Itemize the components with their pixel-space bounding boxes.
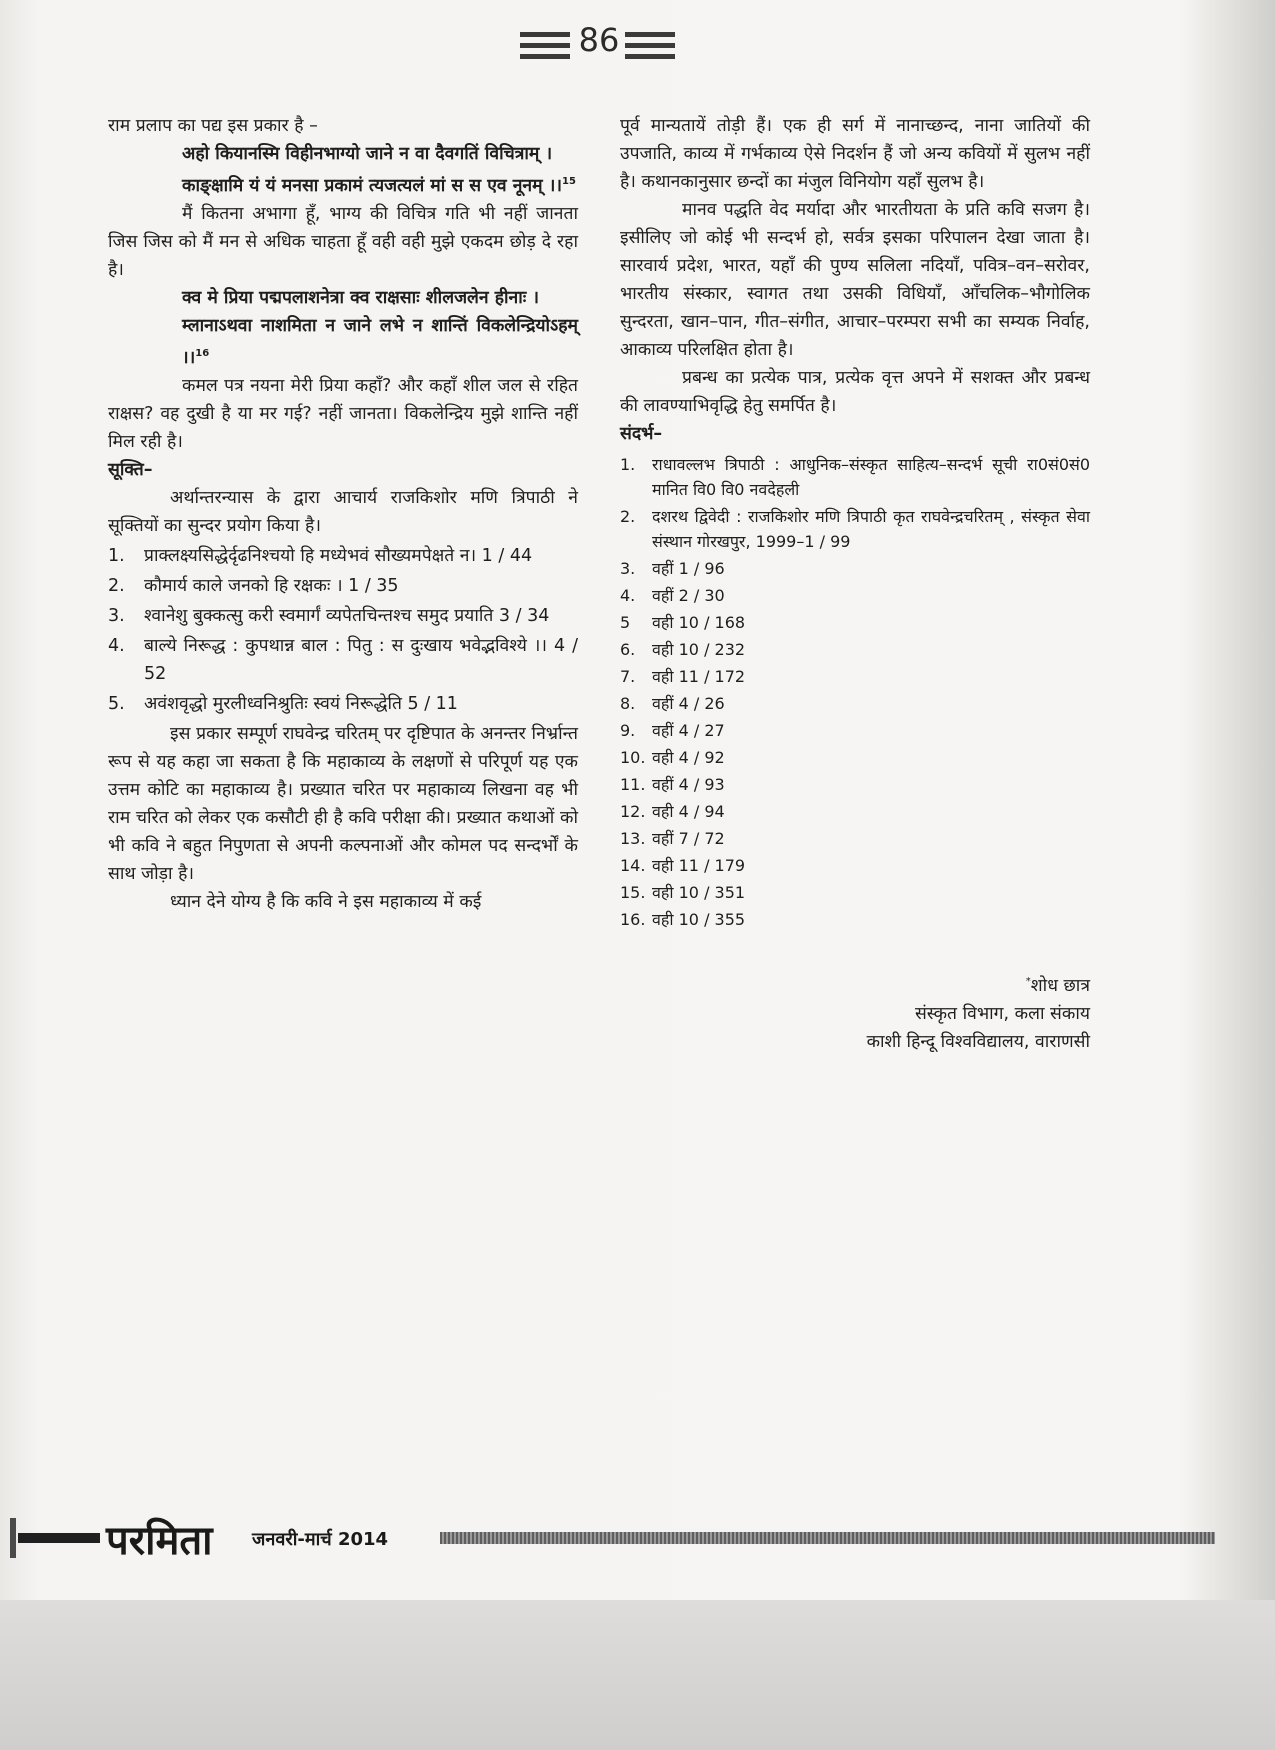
page-footer [0, 1515, 1230, 1565]
paragraph: प्रबन्ध का प्रत्येक पात्र, प्रत्येक वृत्त अपने में सशक्त और प्रबन्ध की लावण्याभिवृद्धि हेतु समर्पित है। [620, 368, 1090, 416]
footnote-ref: 16 [195, 347, 210, 359]
paragraph: अर्थान्तरन्यास के द्वारा आचार्य राजकिशोर मणि त्रिपाठी ने सूक्तियों का सुन्दर प्रयोग किया है। [108, 487, 578, 536]
ref-text: वही 10 / 232 [652, 640, 746, 659]
author-department: संस्कृत विभाग, कला संकाय [914, 1003, 1090, 1024]
sayings-list [108, 542, 578, 718]
ref-number: 5 [620, 613, 631, 632]
reference-item [620, 880, 1090, 905]
paragraph: पूर्व मान्यतायें तोड़ी हैं। एक ही सर्ग में नानाच्छन्द, नाना जातियों की उपजाति, काव्य में गर्भकाव्य ऐसे निदर्शन हैं जो अन्य कवियों में सुलभ नहीं है। कथानकानुसार छन्दों का मंजुल विनियोग यहाँ सुलभ है। [620, 116, 1090, 192]
author-block [620, 968, 1090, 1056]
ref-number: 13. [620, 829, 646, 848]
ref-number: 3. [620, 559, 636, 578]
ref-number: 9. [620, 721, 636, 740]
page-header [515, 18, 675, 68]
left-column [108, 112, 578, 916]
scan-shadow [0, 1600, 1275, 1750]
ref-text: वहीं 2 / 30 [652, 586, 725, 605]
list-number: 5. [108, 693, 125, 714]
issue-date: जनवरी-मार्च 2014 [252, 1529, 389, 1550]
verse-line: अहो कियानस्मि विहीनभाग्यो जाने न वा दैवगतिं विचित्राम् । [182, 144, 553, 164]
ref-text: वही 10 / 351 [652, 883, 746, 902]
page-number: 86 [578, 21, 620, 59]
verse-line [108, 312, 578, 372]
list-number: 1. [108, 545, 125, 566]
verse-line: क्व मे प्रिया पद्मपलाशनेत्रा क्व राक्षसाः शीलजलेन हीनाः । [182, 287, 540, 308]
list-item [108, 690, 578, 718]
ref-text: वहीं 4 / 26 [652, 694, 725, 713]
list-item [108, 632, 578, 688]
reference-item [620, 772, 1090, 797]
reference-item [620, 504, 1090, 554]
ref-number: 4. [620, 586, 636, 605]
list-item [108, 572, 578, 600]
ref-text: दशरथ द्विवेदी : राजकिशोर मणि त्रिपाठी कृत राघवेन्द्रचरितम् , संस्कृत सेवा संस्थान गोरखपुर, 1999–1 / 99 [652, 507, 1090, 551]
footer-rule-left [18, 1533, 100, 1543]
author-mark: * [1025, 976, 1031, 987]
paragraph: मानव पद्धति वेद मर्यादा और भारतीयता के प्रति कवि सजग है। इसीलिए जो कोई भी सन्दर्भ हो, सर्वत्र इसका परिपालन देखा जाता है। सारवार्य प्रदेश, भारत, यहाँ की पुण्य सलिला नदियाँ, पवित्र–वन–सरोवर, भारतीय संस्कार, स्वागत तथा उसकी विधियाँ, आँचलिक–भौगोलिक सुन्दरता, खान–पान, गीत–संगीत, आचार–परम्परा सभी का सम्यक निर्वाह, आकाव्य परिलक्षित होता है। [620, 200, 1090, 360]
reference-item [620, 691, 1090, 716]
ref-text: वही 4 / 94 [652, 802, 725, 821]
ref-number: 12. [620, 802, 646, 821]
verse-translation: कमल पत्र नयना मेरी प्रिया कहाँ? और कहाँ शील जल से रहित राक्षस? वह दुखी है या मर गई? नहीं जानता। विकलेन्द्रिय मुझे शान्ति नहीं मिल रही है। [108, 375, 578, 452]
verse-text: म्लानाऽथवा नाशमिता न जाने लभे न शान्तिं विकलेन्द्रियोऽहम् ।। [182, 315, 578, 368]
reference-item [620, 907, 1090, 932]
ref-text: वही 11 / 179 [652, 856, 746, 875]
reference-item [620, 664, 1090, 689]
reference-item [620, 853, 1090, 878]
verse-line [108, 168, 578, 200]
author-role-text: शोध छात्र [1030, 975, 1090, 996]
verse-text: काङ्क्षामि यं यं मनसा प्रकामं त्यजत्यलं मां स स एव नूनम् ।। [182, 175, 562, 196]
reference-item [620, 583, 1090, 608]
list-number: 3. [108, 605, 125, 626]
list-text: अवंशवृद्धो मुरलीध्वनिश्रुतिः स्वयं निरूद्धेति 5 / 11 [144, 693, 458, 714]
ref-number: 15. [620, 883, 646, 902]
ref-text: वहीं 4 / 27 [652, 721, 725, 740]
journal-name: परमिता [106, 1518, 213, 1564]
reference-item [620, 637, 1090, 662]
ref-number: 10. [620, 748, 646, 767]
footer-rule-right [440, 1532, 1215, 1544]
ref-number: 14. [620, 856, 646, 875]
paragraph: इस प्रकार सम्पूर्ण राघवेन्द्र चरितम् पर दृष्टिपात के अनन्तर निर्भ्रान्त रूप से यह कहा जा सकता है कि महाकाव्य के लक्षणों से परिपूर्ण यह एक उत्तम कोटि का महाकाव्य है। प्रख्यात चरित पर महाकाव्य लिखना वह भी राम चरित को लेकर एक कसौटी ही है कवि परीक्षा की। प्रख्यात कथाओं को भी कवि ने बहुत निपुणता से अपनी कल्पनाओं और कोमल पद सन्दर्भों के साथ जोड़ा है। [108, 723, 578, 884]
ref-number: 2. [620, 507, 636, 526]
right-column [620, 112, 1090, 1056]
list-text: प्राक्लक्ष्यसिद्धेर्दृढनिश्चयो हि मध्येभवं सौख्यमपेक्षते न। 1 / 44 [144, 545, 533, 566]
header-ornament-left [520, 32, 570, 65]
reference-item [620, 610, 1090, 635]
ref-number: 16. [620, 910, 646, 929]
ref-text: राधावल्लभ त्रिपाठी : आधुनिक–संस्कृत साहित्य–सन्दर्भ सूची रा0सं0सं0 मानित वि0 वि0 नवदेहली [652, 455, 1090, 499]
ref-number: 1. [620, 455, 636, 474]
section-heading-references: संदर्भ– [620, 424, 663, 444]
list-item [108, 602, 578, 630]
list-text: बाल्ये निरूद्ध : कुपथान्न बाल : पितु : स दुःखाय भवेद्भविश्ये ।। 4 / 52 [144, 635, 578, 684]
ref-number: 8. [620, 694, 636, 713]
reference-item [620, 826, 1090, 851]
ref-text: वही 10 / 355 [652, 910, 746, 929]
author-role [620, 968, 1090, 1000]
reference-item [620, 799, 1090, 824]
author-university: काशी हिन्दू विश्वविद्यालय, वाराणसी [866, 1031, 1090, 1052]
ref-number: 6. [620, 640, 636, 659]
verse-translation: मैं कितना अभागा हूँ, भाग्य की विचित्र गति भी नहीं जानता जिस जिस को मैं मन से अधिक चाहता हूँ वही वही मुझे एकदम छोड़ दे रहा है। [108, 203, 578, 280]
reference-item [620, 718, 1090, 743]
list-text: कौमार्य काले जनको हि रक्षकः । 1 / 35 [144, 575, 399, 596]
reference-item [620, 556, 1090, 581]
ref-text: वहीं 4 / 93 [652, 775, 725, 794]
paragraph: ध्यान देने योग्य है कि कवि ने इस महाकाव्य में कई [170, 891, 482, 912]
reference-item [620, 745, 1090, 770]
ref-text: वही 10 / 168 [652, 613, 746, 632]
footnote-ref: 15 [561, 176, 576, 187]
ref-number: 11. [620, 775, 646, 794]
section-heading-sukti: सूक्ति– [108, 459, 153, 480]
ref-text: वही 11 / 172 [652, 667, 746, 686]
ref-number: 7. [620, 667, 636, 686]
list-number: 4. [108, 635, 125, 656]
header-ornament-right [625, 32, 675, 65]
intro-text: राम प्रलाप का पद्य इस प्रकार है – [108, 116, 318, 136]
list-item [108, 542, 578, 570]
list-number: 2. [108, 575, 125, 596]
ref-text: वही 4 / 92 [652, 748, 725, 767]
references-list [620, 452, 1090, 932]
reference-item [620, 452, 1090, 502]
ref-text: वहीं 7 / 72 [652, 829, 725, 848]
list-text: श्वानेशु बुक्कत्सु करी स्वमार्गं व्यपेतचिन्तश्च समुद प्रयाति 3 / 34 [144, 605, 550, 626]
ref-text: वहीं 1 / 96 [652, 559, 725, 578]
